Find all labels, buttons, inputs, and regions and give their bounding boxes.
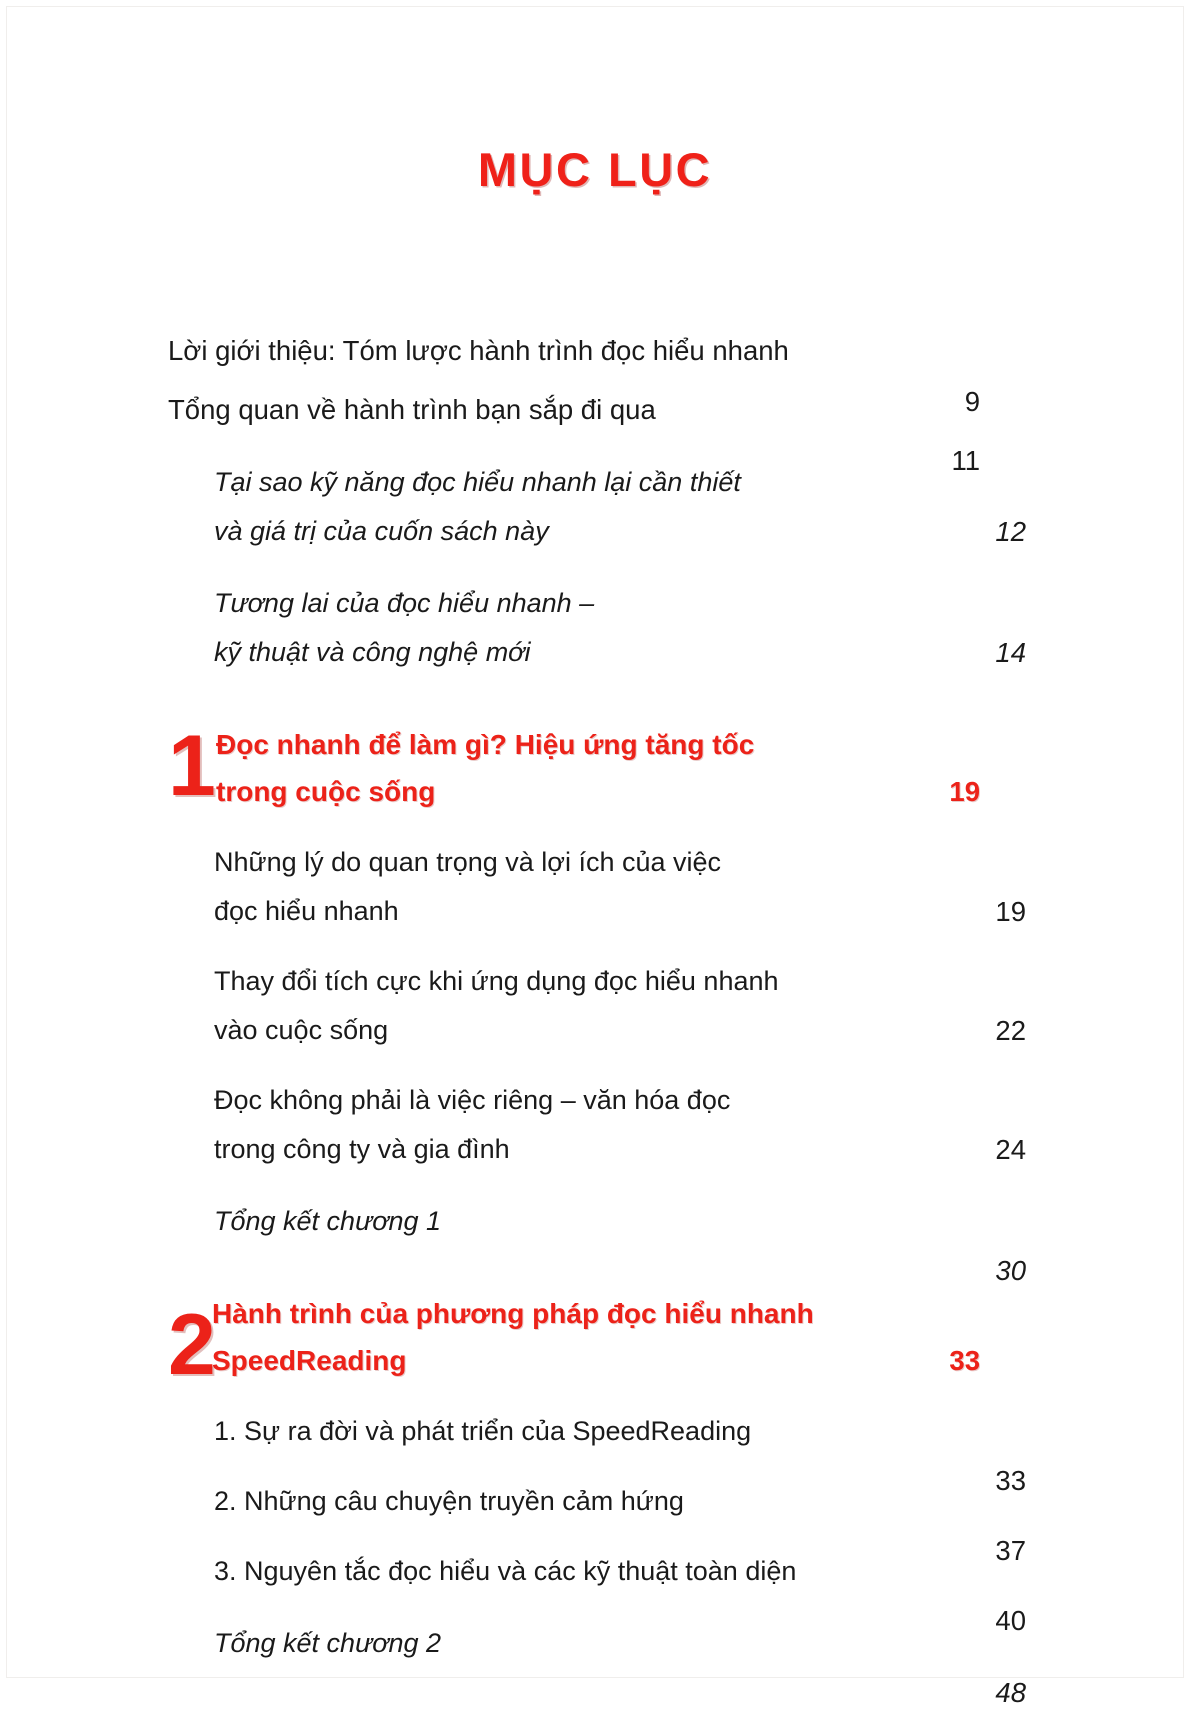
toc-page-number: 30 — [995, 1255, 1026, 1286]
toc-chapter-heading[interactable] — [168, 718, 980, 817]
toc-entry-line: 3. Nguyên tắc đọc hiểu và các kỹ thuật toàn diện — [214, 1556, 797, 1586]
toc-entry-line: 2. Những câu chuyện truyền cảm hứng — [214, 1486, 684, 1516]
toc-entry-title — [214, 1407, 914, 1456]
toc-entry-title — [214, 1197, 914, 1246]
chapter-number: 1 — [168, 718, 216, 814]
toc-entry-title — [214, 838, 914, 936]
toc-page-number: 11 — [951, 445, 980, 476]
toc-page-number: 40 — [995, 1605, 1026, 1636]
toc-page-number: 33 — [949, 1345, 980, 1376]
toc-page-number: 37 — [995, 1535, 1026, 1566]
toc-page-number: 12 — [995, 516, 1026, 547]
toc-entry-title — [214, 957, 914, 1055]
toc-entry-line: Tổng kết chương 2 — [214, 1628, 442, 1658]
toc-entry-line: Đọc nhanh để làm gì? Hiệu ứng tăng tốc — [216, 729, 755, 760]
toc-entry-line: trong công ty và gia đình — [214, 1134, 510, 1164]
toc-entry-line: kỹ thuật và công nghệ mới — [214, 637, 531, 667]
toc-entry[interactable] — [168, 1407, 1026, 1496]
toc-entry-line: trong cuộc sống — [216, 776, 436, 807]
toc-page-number: 14 — [995, 637, 1026, 668]
toc-entry[interactable] — [168, 1197, 1026, 1286]
toc-entry-line: Thay đổi tích cực khi ứng dụng đọc hiểu nhanh — [214, 966, 779, 996]
chapter-title — [168, 1290, 912, 1384]
toc-entry[interactable] — [168, 1619, 1026, 1708]
toc-entry-title — [168, 325, 868, 376]
toc-entry[interactable] — [168, 1547, 1026, 1636]
toc-entry-title — [214, 458, 914, 556]
toc-entry-title — [214, 1547, 914, 1596]
toc-entry-title — [168, 384, 868, 435]
toc-entry-line: Tương lai của đọc hiểu nhanh – — [214, 588, 595, 618]
toc-page-number: 9 — [964, 386, 980, 417]
chapter-title — [168, 718, 916, 815]
toc-page-number: 48 — [995, 1677, 1026, 1708]
toc-entry-title — [214, 579, 914, 677]
toc-entry-line: SpeedReading — [212, 1345, 407, 1376]
toc-entry-line: Lời giới thiệu: Tóm lược hành trình đọc hiểu nhanh — [168, 335, 789, 366]
toc-entry-line: 1. Sự ra đời và phát triển của SpeedReading — [214, 1416, 752, 1446]
toc-entry-title — [214, 1076, 914, 1174]
toc-entry[interactable] — [168, 957, 1026, 1055]
toc-page-number: 19 — [995, 896, 1026, 927]
toc-entry-line: Tổng kết chương 1 — [214, 1206, 442, 1236]
toc-entry-line: và giá trị của cuốn sách này — [214, 516, 549, 546]
toc-entry-title — [214, 1477, 914, 1526]
toc-chapter-heading[interactable] — [168, 1290, 980, 1393]
toc-entry-line: Hành trình của phương pháp đọc hiểu nhanh — [212, 1298, 814, 1329]
toc-entry[interactable] — [168, 579, 1026, 677]
toc-page-number: 22 — [995, 1015, 1026, 1046]
toc-entry-line: Tại sao kỹ năng đọc hiểu nhanh lại cần thiết — [214, 467, 741, 497]
toc-page-number: 24 — [995, 1134, 1026, 1165]
toc-entry[interactable] — [168, 838, 1026, 936]
toc-entry[interactable] — [168, 458, 1026, 556]
toc-entry-title — [214, 1619, 914, 1668]
toc-entry-line: Đọc không phải là việc riêng – văn hóa đọc — [214, 1085, 731, 1115]
page-title: MỤC LỤC — [477, 143, 713, 196]
toc-page-number: 33 — [995, 1465, 1026, 1496]
toc-entry-line: vào cuộc sống — [214, 1015, 389, 1045]
toc-entry-list — [168, 325, 1026, 1708]
chapter-number: 2 — [168, 1297, 216, 1393]
toc-entry-line: đọc hiểu nhanh — [214, 896, 399, 926]
toc-entry[interactable] — [168, 384, 980, 476]
toc-entry[interactable] — [168, 1477, 1026, 1566]
toc-entry[interactable] — [168, 1076, 1026, 1174]
toc-entry-line: Tổng quan về hành trình bạn sắp đi qua — [168, 394, 656, 425]
toc-page-number: 19 — [949, 776, 980, 807]
toc-entry-line: Những lý do quan trọng và lợi ích của việc — [214, 847, 722, 877]
